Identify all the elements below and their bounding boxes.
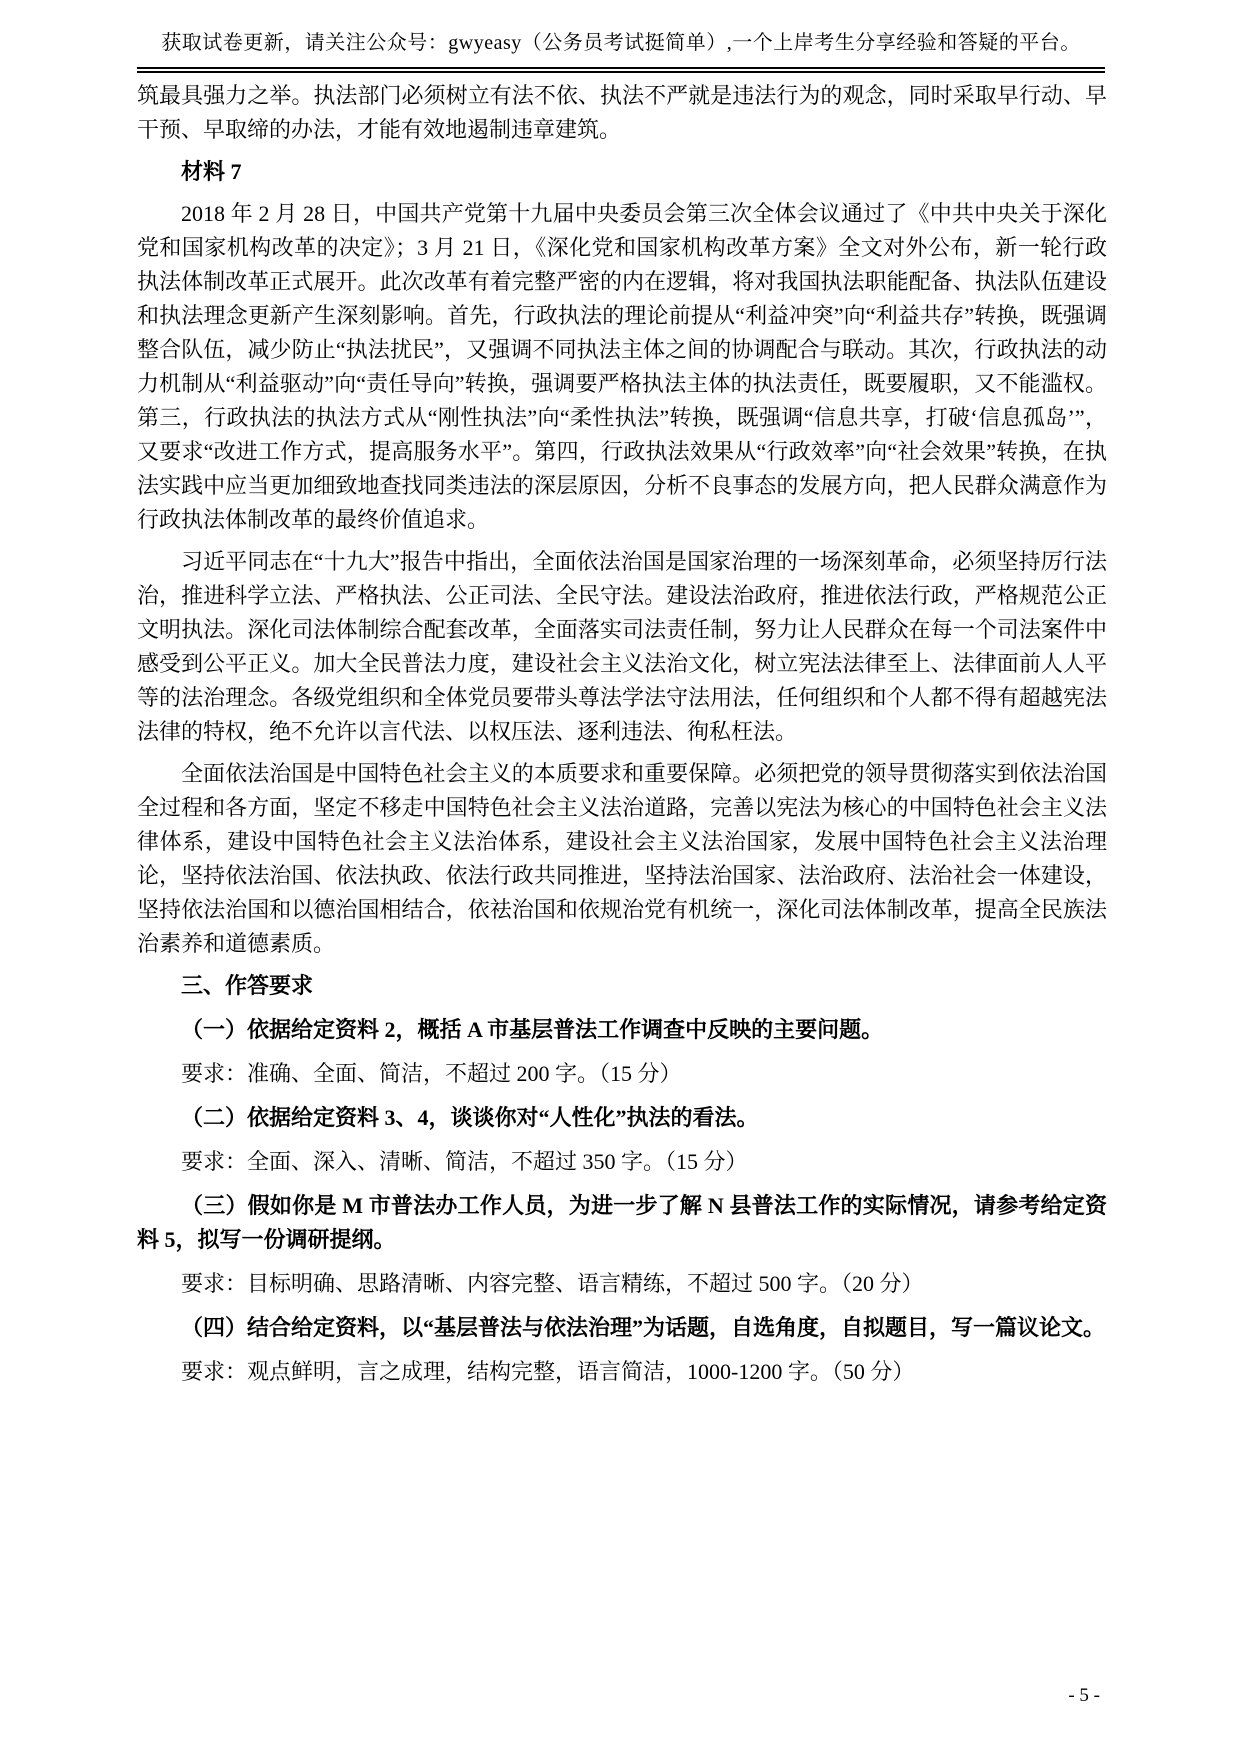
continued-paragraph: 筑最具强力之举。执法部门必须树立有法不依、执法不严就是违法行为的观念，同时采取早行动、早干预、早取缔的办法，才能有效地遏制违章建筑。: [137, 83, 1107, 142]
task-3-question: （三）假如你是 M 市普法办工作人员，为进一步了解 N 县普法工作的实际情况，请参考给定资料 5，拟写一份调研提纲。: [137, 1193, 1107, 1252]
answer-requirements-heading: 三、作答要求: [181, 973, 314, 998]
material-paragraph-1: 2018 年 2 月 28 日，中国共产党第十九届中央委员会第三次全体会议通过了《中共中央关于深化党和国家机构改革的决定》；3 月 21 日，《深化党和国家机构改革方案》全文对外公布，新一轮行政执法体制改革正式展开。此次改革有着完整严密的内在逻辑，将对我国执法职能配备、执法队伍建设和执法理念更新产生深刻影响。首先，行政执法的理论前提从“利益冲突”向“利益共存”转换，既强调整合队伍，减少防止“执法扰民”，又强调不同执法主体之间的协调配合与联动。其次，行政执法的动力机制从“利益驱动”向“责任导向”转换，强调要严格执法主体的执法责任，既要履职，又不能滥权。第三，行政执法的执法方式从“刚性执法”向“柔性执法”转换，既强调“信息共享，打破‘信息孤岛’”，又要求“改进工作方式，提高服务水平”。第四，行政执法效果从“行政效率”向“社会效果”转换，在执法实践中应当更加细致地查找同类违法的深层原因，分析不良事态的发展方向，把人民群众满意作为行政执法体制改革的最终价值追求。: [137, 201, 1107, 532]
material-paragraph-2: 习近平同志在“十九大”报告中指出，全面依法治国是国家治理的一场深刻革命，必须坚持厉行法治，推进科学立法、严格执法、公正司法、全民守法。建设法治政府，推进依法行政，严格规范公正文明执法。深化司法体制综合配套改革，全面落实司法责任制，努力让人民群众在每一个司法案件中感受到公平正义。加大全民普法力度，建设社会主义法治文化，树立宪法法律至上、法律面前人人平等的法治理念。各级党组织和全体党员要带头尊法学法守法用法，任何组织和个人都不得有超越宪法法律的特权，绝不允许以言代法、以权压法、逐利违法、徇私枉法。: [137, 549, 1107, 744]
task-3-requirement: 要求：目标明确、思路清晰、内容完整、语言精练，不超过 500 字。（20 分）: [181, 1271, 924, 1296]
header-notice: 获取试卷更新，请关注公众号：gwyeasy（公务员考试挺简单）,一个上岸考生分享经验和答疑的平台。: [161, 32, 1081, 54]
material-7-heading: 材料 7: [181, 159, 242, 184]
task-2-requirement: 要求：全面、深入、清晰、简洁，不超过 350 字。（15 分）: [181, 1149, 748, 1174]
page-number: - 5 -: [1068, 1685, 1100, 1706]
task-2-question: （二）依据给定资料 3、4，谈谈你对“人性化”执法的看法。: [181, 1105, 759, 1130]
material-paragraph-3: 全面依法治国是中国特色社会主义的本质要求和重要保障。必须把党的领导贯彻落实到依法治国全过程和各方面，坚定不移走中国特色社会主义法治道路，完善以宪法为核心的中国特色社会主义法律体系，建设中国特色社会主义法治体系，建设社会主义法治国家，发展中国特色社会主义法治理论，坚持依法治国、依法执政、依法行政共同推进，坚持法治国家、法治政府、法治社会一体建设，坚持依法治国和以德治国相结合，依祛治国和依规治党有机统一，深化司法体制改革，提高全民族法治素养和道德素质。: [137, 761, 1107, 956]
task-1-question: （一）依据给定资料 2，概括 A 市基层普法工作调查中反映的主要问题。: [181, 1017, 884, 1042]
task-4-question: （四）结合给定资料，以“基层普法与依法治理”为话题，自选角度，自拟题目，写一篇议论文。: [181, 1315, 1106, 1340]
document-body: [137, 79, 1107, 1389]
task-1-requirement: 要求：准确、全面、简洁，不超过 200 字。（15 分）: [181, 1061, 682, 1086]
task-4-requirement: 要求：观点鲜明，言之成理，结构完整，语言简洁，1000-1200 字。（50 分）: [181, 1359, 915, 1384]
header-divider-double-rule: [137, 67, 1105, 73]
